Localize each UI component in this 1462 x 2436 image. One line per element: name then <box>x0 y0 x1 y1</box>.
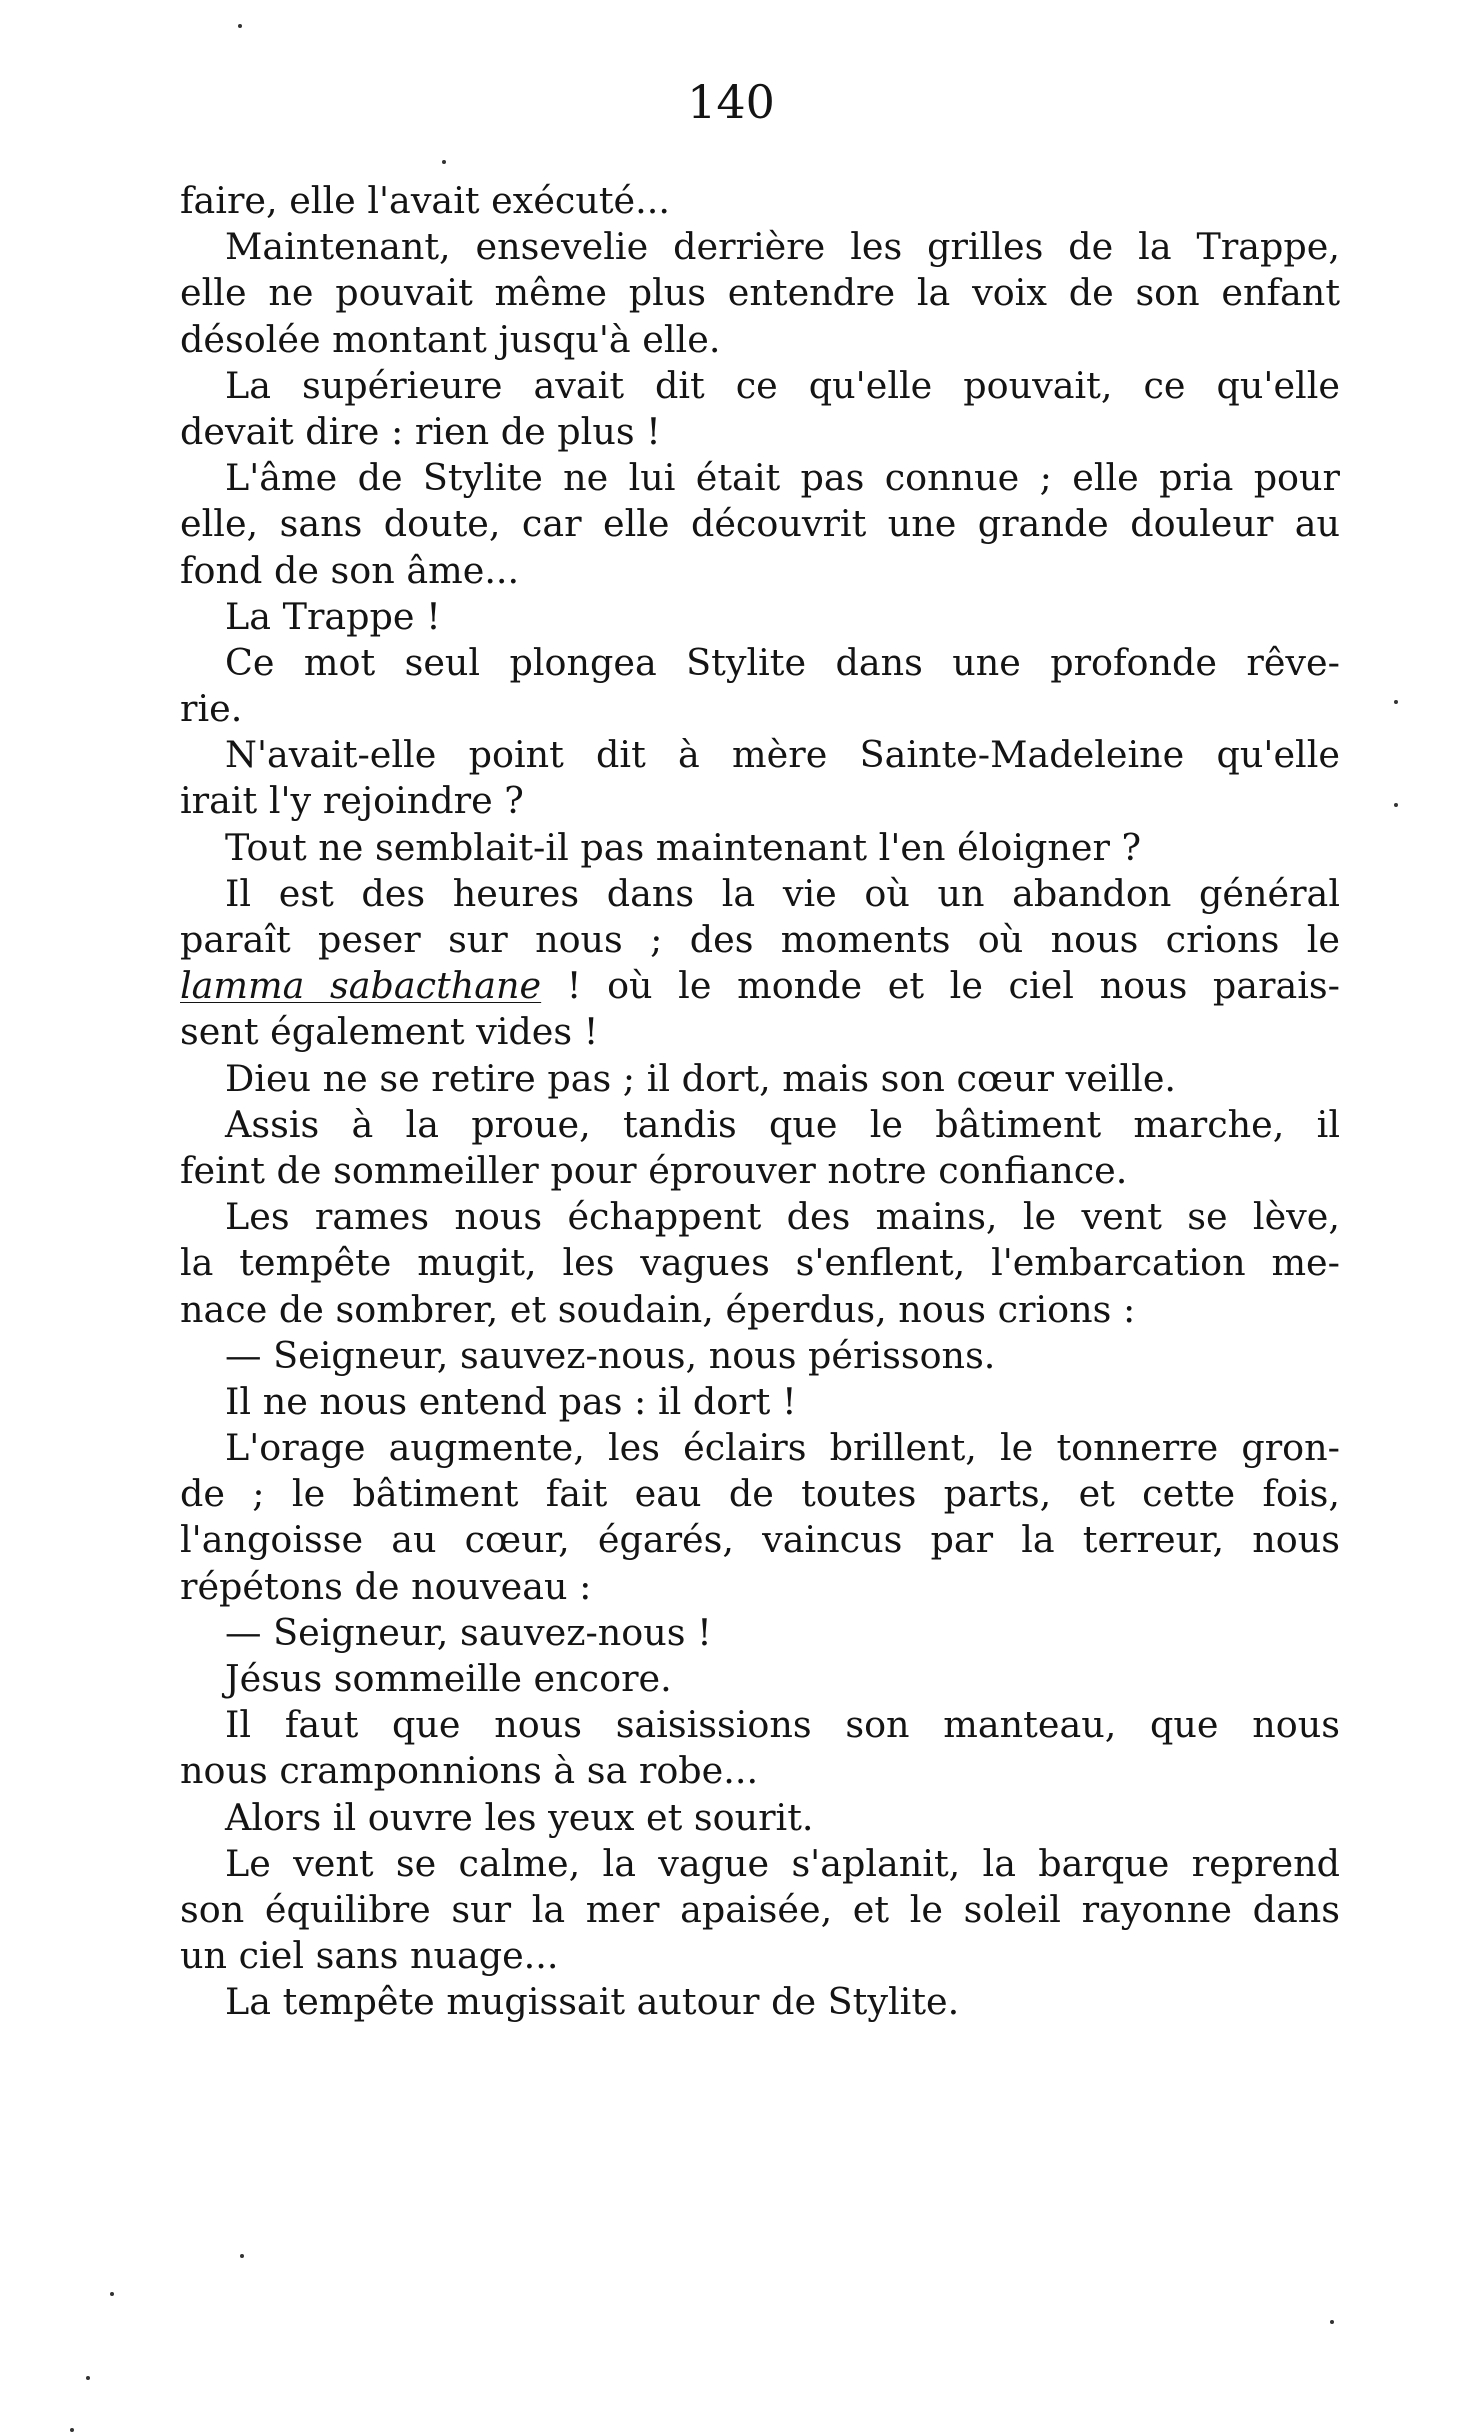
body-text <box>180 178 1340 2026</box>
text-line: Il ne nous entend pas : il dort ! <box>225 1379 797 1423</box>
scan-speck <box>238 24 242 28</box>
scan-speck <box>1330 2320 1334 2324</box>
text-line: fond de son âme... <box>180 548 520 592</box>
text-line: elle ne pouvait même plus entendre la voix de son enfant <box>180 271 1340 315</box>
text-line: Assis à la proue, tandis que le bâtiment marche, il <box>225 1102 1340 1146</box>
text-line: L'orage augmente, les éclairs brillent, le tonnerre gron- <box>225 1426 1340 1470</box>
text-line: nace de sombrer, et soudain, éperdus, nous crions : <box>180 1287 1136 1331</box>
text-line: La Trappe ! <box>225 594 441 638</box>
text-line: faire, elle l'avait exécuté... <box>180 179 670 222</box>
text-line: désolée montant jusqu'à elle. <box>180 317 721 361</box>
scan-speck <box>442 160 446 164</box>
line-text: ! où le monde et le ciel nous parais- <box>541 964 1340 1008</box>
scan-speck <box>86 2376 90 2380</box>
scan-speck <box>110 2292 114 2296</box>
text-line: Tout ne semblait-il pas maintenant l'en éloigner ? <box>225 825 1142 869</box>
text-line: l'angoisse au cœur, égarés, vaincus par la terreur, nous <box>180 1518 1340 1562</box>
text-line: devait dire : rien de plus ! <box>180 409 661 453</box>
text-line: de ; le bâtiment fait eau de toutes parts, et cette fois, <box>180 1472 1340 1516</box>
text-line: irait l'y rejoindre ? <box>180 779 524 823</box>
scan-speck <box>1394 803 1398 807</box>
text-line: rie. <box>180 687 243 731</box>
text-line: Alors il ouvre les yeux et sourit. <box>225 1795 814 1839</box>
scan-speck <box>1394 700 1398 704</box>
text-line: elle, sans doute, car elle découvrit une grande douleur au <box>180 502 1340 546</box>
text-line: Dieu ne se retire pas ; il dort, mais son cœur veille. <box>225 1056 1177 1100</box>
text-line: son équilibre sur la mer apaisée, et le soleil rayonne dans <box>180 1887 1340 1931</box>
text-line: Les rames nous échappent des mains, le vent se lève, <box>225 1195 1340 1239</box>
text-line: — Seigneur, sauvez-nous, nous périssons. <box>225 1333 996 1377</box>
text-line <box>180 963 1340 1009</box>
text-line: Ce mot seul plongea Stylite dans une profonde rêve- <box>225 640 1340 684</box>
text-line: Il est des heures dans la vie où un abandon général <box>225 871 1340 915</box>
text-line: sent également vides ! <box>180 1010 599 1054</box>
text-line: répétons de nouveau : <box>180 1564 592 1608</box>
scan-speck <box>240 2254 244 2258</box>
text-line: feint de sommeiller pour éprouver notre confiance. <box>180 1148 1128 1192</box>
text-line: Le vent se calme, la vague s'aplanit, la barque reprend <box>225 1841 1340 1885</box>
text-line: nous cramponnions à sa robe... <box>180 1749 759 1793</box>
text-line: La supérieure avait dit ce qu'elle pouvait, ce qu'elle <box>225 363 1340 407</box>
italic-phrase: lamma sabacthane <box>180 964 542 1008</box>
text-line: un ciel sans nuage... <box>180 1934 559 1978</box>
page-number: 140 <box>687 75 775 129</box>
text-line: — Seigneur, sauvez-nous ! <box>225 1610 712 1654</box>
text-line: N'avait-elle point dit à mère Sainte-Madeleine qu'elle <box>225 733 1340 777</box>
text-line: La tempête mugissait autour de Stylite. <box>225 1980 960 2024</box>
scan-speck <box>70 2428 74 2432</box>
text-line: Il faut que nous saisissions son manteau, que nous <box>225 1703 1340 1747</box>
text-line: la tempête mugit, les vagues s'enflent, l'embarcation me- <box>180 1241 1340 1285</box>
text-line: paraît peser sur nous ; des moments où nous crions le <box>180 918 1340 961</box>
text-line: L'âme de Stylite ne lui était pas connue ; elle pria pour <box>225 456 1340 500</box>
text-line: Jésus sommeille encore. <box>225 1657 672 1700</box>
text-line: Maintenant, ensevelie derrière les grilles de la Trappe, <box>225 225 1340 269</box>
